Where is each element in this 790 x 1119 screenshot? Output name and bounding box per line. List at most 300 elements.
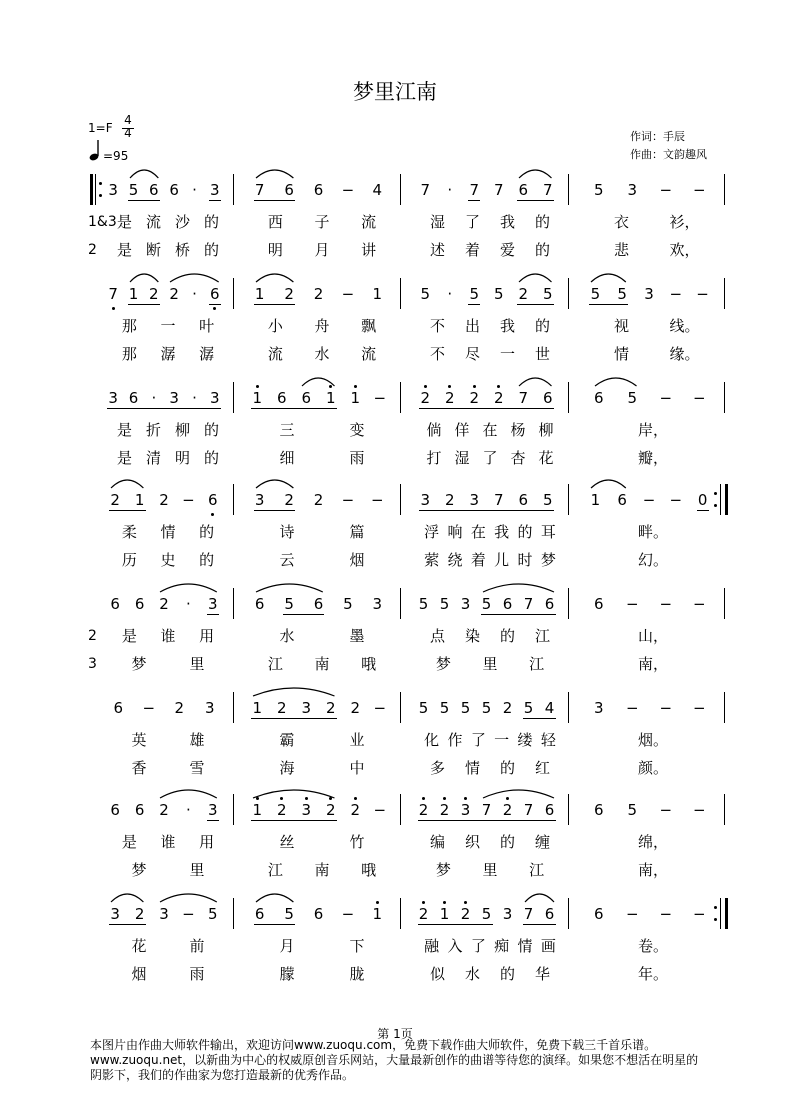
slur-arc [525,890,554,904]
dash-extension: − [692,801,706,819]
jianpu-note: 5 [627,389,638,407]
jianpu-note: 3 [210,389,220,407]
lyric-syllable: 卷。 [637,937,669,955]
underline-beam [517,200,554,201]
jianpu-note: 2 [325,699,336,717]
lyric-syllable: 中 [349,759,365,777]
end-repeat-thick-bar [725,484,728,515]
jianpu-note: 2 [159,801,169,819]
octave-high-dot [443,797,446,800]
jianpu-note: 5 [481,699,492,717]
lyric-syllable: 水 [464,965,481,983]
jianpu-note: 2 [313,491,324,509]
lyric-syllable: 轻 [540,731,556,749]
jianpu-note: 1 [254,285,265,303]
lyric-syllable: 岸， [637,421,669,439]
jianpu-note: 3 [108,181,118,199]
bar-line [724,794,725,825]
lyric-syllable: 江 [267,655,283,673]
lyric-syllable: 湿 [454,449,470,467]
lyric-syllable: 杨 [510,421,526,439]
lyric-syllable: 梦 [435,861,451,879]
bar-line [233,692,234,723]
lyric-syllable: 业 [349,731,365,749]
jianpu-note: 6 [313,905,324,923]
lyric-syllable: 梦 [435,655,451,673]
lyric-syllable: 我 [499,213,516,231]
lyric-syllable: 篇 [349,523,365,541]
lyric-syllable: 江 [534,627,551,645]
slur-arc [170,270,219,284]
lyric-syllable: 在 [470,523,486,541]
dash-extension: − [341,491,355,509]
bar-line [233,174,234,205]
underline-beam [109,924,145,925]
dash-extension: − [371,491,384,509]
dash-extension: − [341,181,355,199]
jianpu-note: 3 [420,491,431,509]
jianpu-note: 5 [617,285,627,303]
lyric-syllable: 舟 [314,317,330,335]
underline-beam [251,408,337,409]
jianpu-note: 2 [469,389,480,407]
jianpu-note: 2 [284,491,294,509]
underline-beam [523,924,556,925]
underline-beam [468,200,480,201]
bar-line [568,588,569,619]
lyric-syllable: 着 [470,551,486,569]
jianpu-note: 6 [134,595,145,613]
lyric-syllable: 视 [613,317,630,335]
bar-line [233,278,234,309]
lyric-syllable: 流 [361,345,377,363]
dash-extension: − [692,389,706,407]
jianpu-note: 6 [518,181,529,199]
jianpu-note: 1 [134,491,145,509]
lyric-syllable: 雨 [189,965,205,983]
lyric-syllable: 用 [199,833,215,851]
jianpu-note: 6 [544,905,555,923]
jianpu-note: 3 [301,801,312,819]
lyric-syllable: 里 [482,655,498,673]
jianpu-note: 6 [313,595,324,613]
repeat-dot [99,194,102,197]
slur-arc [160,580,217,594]
lyric-syllable: 痴 [494,937,510,955]
jianpu-note: 2 [493,389,504,407]
jianpu-note: 2 [325,801,336,819]
bar-line [568,898,569,929]
lyric-syllable: 是 [116,241,133,259]
lyric-syllable: 缕 [517,731,533,749]
slur-arc [256,270,293,284]
lyric-syllable: 流 [361,213,377,231]
lyric-syllable: 月 [279,937,295,955]
lyric-syllable: 化 [424,731,440,749]
lyric-syllable: 雪 [189,759,205,777]
lyric-syllable: 小 [267,317,283,335]
lyric-syllable: 竹 [349,833,365,851]
lyric-syllable: 爱 [499,241,516,259]
jianpu-note: 1 [372,285,383,303]
jianpu-note: 5 [128,181,139,199]
lyric-syllable: 梦 [131,655,147,673]
lyric-syllable: 江 [529,655,545,673]
lyric-syllable: 烟 [349,551,365,569]
verse-number: 3 [88,656,97,672]
jianpu-note: 2 [518,285,529,303]
lyric-syllable: 织 [464,833,481,851]
jianpu-note: 6 [169,181,179,199]
lyric-syllable: 霸 [279,731,295,749]
lyric-syllable: 染 [464,627,481,645]
lyric-syllable: 史 [160,551,176,569]
jianpu-note: 3 [254,491,265,509]
lyric-syllable: 融 [424,937,440,955]
lyric-syllable: 胧 [349,965,365,983]
jianpu-note: 5 [593,181,604,199]
underline-beam [419,408,554,409]
dash-extension: − [659,699,673,717]
octave-low-dot [213,307,216,310]
slur-arc [591,270,626,284]
underline-beam [517,304,554,305]
dash-extension: − [341,905,355,923]
jianpu-note: 5 [523,699,534,717]
underline-beam [254,304,295,305]
dash-extension: − [373,389,387,407]
octave-high-dot [448,385,451,388]
jianpu-note: 7 [420,181,431,199]
lyric-syllable: 述 [429,241,446,259]
lyric-syllable: 墨 [349,627,365,645]
verse-number: 2 [88,242,97,258]
dash-extension: − [659,181,673,199]
lyric-syllable: 尽 [464,345,481,363]
jianpu-note: 6 [544,801,555,819]
bar-line [568,794,569,825]
underline-beam [283,614,324,615]
lyric-syllable: 海 [279,759,295,777]
lyric-syllable: 清 [145,449,162,467]
lyric-syllable: 用 [199,627,215,645]
underline-beam [523,718,556,719]
jianpu-note: 1 [372,905,383,923]
repeat-start-thin-bar [95,174,96,205]
slur-arc [483,786,554,800]
jianpu-note: 2 [439,801,450,819]
jianpu-note: 6 [134,801,145,819]
time-signature-bottom: 4 [124,126,132,140]
lyric-syllable: 桥 [174,241,191,259]
octave-high-dot [354,797,357,800]
lyric-syllable: 幻。 [637,551,669,569]
lyric-syllable: 的 [499,759,516,777]
jianpu-note: 6 [276,389,287,407]
jianpu-note: 1 [252,801,263,819]
jianpu-note: 2 [350,801,361,819]
lyric-syllable: 断 [145,241,162,259]
lyric-syllable: 的 [499,833,516,851]
jianpu-note: 4 [544,699,555,717]
lyric-syllable: 的 [517,523,533,541]
dash-extension: − [341,285,355,303]
jianpu-note: 2 [313,285,324,303]
jianpu-note: 1 [590,491,601,509]
lyric-syllable: 杏 [510,449,526,467]
jianpu-note: 2 [418,905,429,923]
slur-arc [160,786,217,800]
lyric-syllable: 历 [121,551,137,569]
underline-beam [207,614,219,615]
bar-line [568,382,569,413]
underline-beam [128,200,160,201]
jianpu-note: 6 [301,389,312,407]
jianpu-note: 3 [210,181,220,199]
lyric-syllable: 情 [613,345,630,363]
lyric-syllable: 流 [145,213,162,231]
bar-line [568,174,569,205]
lyric-syllable: 丝 [279,833,295,851]
slur-arc [130,166,158,180]
bar-line [724,692,725,723]
jianpu-note: 6 [542,389,553,407]
jianpu-note: 1 [439,905,450,923]
jianpu-note: 5 [627,801,638,819]
lyric-syllable: 浮 [424,523,440,541]
jianpu-note: 1 [252,699,263,717]
lyric-syllable: 哦 [361,861,377,879]
jianpu-note: 6 [593,389,604,407]
lyric-syllable: 年。 [637,965,669,983]
lyric-syllable: 里 [189,861,205,879]
jianpu-note: 5 [208,905,218,923]
lyric-syllable: 雨 [349,449,365,467]
jianpu-note: 7 [481,801,492,819]
bar-line [568,692,569,723]
slur-arc [130,270,158,284]
lyric-syllable: 朦 [279,965,295,983]
dash-extension: − [692,595,706,613]
lyric-syllable: 水 [279,627,295,645]
jianpu-note: 6 [284,181,294,199]
repeat-dot [714,906,717,909]
underline-beam [107,408,221,409]
underline-beam [209,304,221,305]
lyric-syllable: 作 [447,731,463,749]
end-repeat-thin-bar [720,484,721,515]
lyric-syllable: 是 [121,833,137,851]
jianpu-note: 7 [523,905,534,923]
bar-line [233,794,234,825]
jianpu-note: 7 [493,491,504,509]
jianpu-note: 2 [460,905,471,923]
underline-beam [589,304,628,305]
lyric-syllable: 悲 [613,241,630,259]
lyric-syllable: 情 [160,523,176,541]
jianpu-note: 6 [617,491,627,509]
jianpu-note: 2 [110,491,120,509]
lyric-syllable: 是 [116,449,133,467]
lyric-syllable: 出 [464,317,481,335]
jianpu-note: 6 [518,491,529,509]
jianpu-note: 1 [325,389,336,407]
jianpu-note: 1 [350,389,361,407]
jianpu-note: 6 [110,801,120,819]
jianpu-note: 3 [169,389,179,407]
lyric-syllable: 那 [121,317,137,335]
lyric-syllable: 烟。 [637,731,669,749]
octave-high-dot [354,385,357,388]
jianpu-note: 5 [418,595,429,613]
lyric-syllable: 瓣， [637,449,669,467]
lyric-syllable: 倘 [426,421,442,439]
jianpu-note: 2 [502,801,513,819]
dash-extension: − [142,699,156,717]
slur-arc [302,374,335,388]
slur-arc [256,166,293,180]
jianpu-note: 6 [313,181,324,199]
jianpu-note: 3 [460,801,471,819]
underline-beam [419,510,554,511]
lyric-syllable: 衫， [669,213,700,231]
lyricist-credit: 作词：手辰 [630,130,685,143]
underline-beam [254,200,295,201]
tempo-marking: =95 [103,149,129,163]
jianpu-note: 6 [593,801,604,819]
lyric-syllable: 细 [279,449,295,467]
jianpu-note: 2 [159,491,169,509]
bar-line [400,174,401,205]
end-repeat-thick-bar [725,898,728,929]
lyric-syllable: 哦 [361,655,377,673]
lyric-syllable: 不 [429,317,446,335]
slur-arc [483,580,554,594]
repeat-dot [99,182,102,185]
lyric-syllable: 子 [314,213,330,231]
jianpu-note: 3 [372,595,383,613]
lyric-syllable: 了 [464,213,481,231]
lyric-syllable: 江 [267,861,283,879]
octave-high-dot [473,385,476,388]
bar-line [400,278,401,309]
jianpu-note: 2 [134,905,145,923]
dot-rhythm: · [447,181,453,199]
jianpu-note: 4 [372,181,383,199]
jianpu-note: 7 [108,285,118,303]
bar-line [233,588,234,619]
octave-high-dot [497,385,500,388]
lyric-syllable: 着 [464,241,481,259]
lyric-syllable: 变 [349,421,365,439]
lyric-syllable: 欢， [669,241,700,259]
lyric-syllable: 明 [267,241,283,259]
lyric-syllable: 是 [121,627,137,645]
jianpu-note: 5 [469,285,480,303]
dash-extension: − [625,595,639,613]
jianpu-note: 2 [149,285,159,303]
dash-extension: − [182,905,195,923]
lyric-syllable: 南 [314,655,330,673]
dash-extension: − [669,491,683,509]
jianpu-note: 5 [439,699,450,717]
jianpu-note: 2 [284,285,294,303]
lyric-syllable: 世 [534,345,551,363]
lyric-syllable: 的 [534,213,551,231]
lyric-syllable: 沙 [174,213,191,231]
bar-line [233,484,234,515]
lyric-syllable: 的 [203,213,220,231]
jianpu-note: 6 [502,595,513,613]
underline-beam [128,304,160,305]
lyric-syllable: 我 [499,317,516,335]
dash-extension: − [659,595,673,613]
jianpu-note: 5 [481,905,492,923]
lyric-syllable: 叶 [199,317,215,335]
lyric-syllable: 柳 [538,421,554,439]
lyric-syllable: 似 [429,965,446,983]
jianpu-note: 3 [108,389,118,407]
lyric-syllable: 里 [189,655,205,673]
jianpu-note: 2 [418,801,429,819]
slur-arc [160,890,217,904]
dot-rhythm: · [192,181,197,199]
lyric-syllable: 点 [429,627,446,645]
lyric-syllable: 梦 [540,551,556,569]
underline-beam [254,924,295,925]
jianpu-note: 5 [420,285,431,303]
underline-beam [254,510,295,511]
octave-high-dot [422,901,425,904]
lyric-syllable: 畔。 [637,523,669,541]
lyric-syllable: 是 [116,421,133,439]
jianpu-note: 3 [627,181,638,199]
lyric-syllable: 潺 [160,345,176,363]
lyric-syllable: 那 [121,345,137,363]
lyric-syllable: 一 [494,731,510,749]
bar-line [724,174,725,205]
jianpu-note: 7 [254,181,265,199]
bar-line [233,382,234,413]
underline-beam [209,200,221,201]
bar-line [400,484,401,515]
lyric-syllable: 了 [482,449,498,467]
lyric-syllable: 颜。 [637,759,669,777]
lyric-syllable: 我 [494,523,510,541]
lyric-syllable: 梦 [131,861,147,879]
verse-number: 1&3 [88,214,117,230]
lyric-syllable: 时 [517,551,533,569]
lyric-syllable: 一 [499,345,516,363]
jianpu-note: 3 [502,905,513,923]
lyric-syllable: 绕 [447,551,463,569]
lyric-syllable: 是 [116,213,133,231]
lyric-syllable: 的 [499,627,516,645]
lyric-syllable: 南 [314,861,330,879]
jianpu-note: 2 [350,699,361,717]
bar-line [400,794,401,825]
jianpu-note: 3 [301,699,312,717]
lyric-syllable: 的 [534,241,551,259]
jianpu-note: 5 [542,491,553,509]
time-signature-top: 4 [124,113,132,127]
jianpu-note: 6 [254,595,265,613]
lyric-syllable: 的 [499,965,516,983]
jianpu-note: 3 [469,491,480,509]
jianpu-note: 5 [481,595,492,613]
jianpu-note: 7 [493,181,504,199]
jianpu-note: 5 [493,285,504,303]
